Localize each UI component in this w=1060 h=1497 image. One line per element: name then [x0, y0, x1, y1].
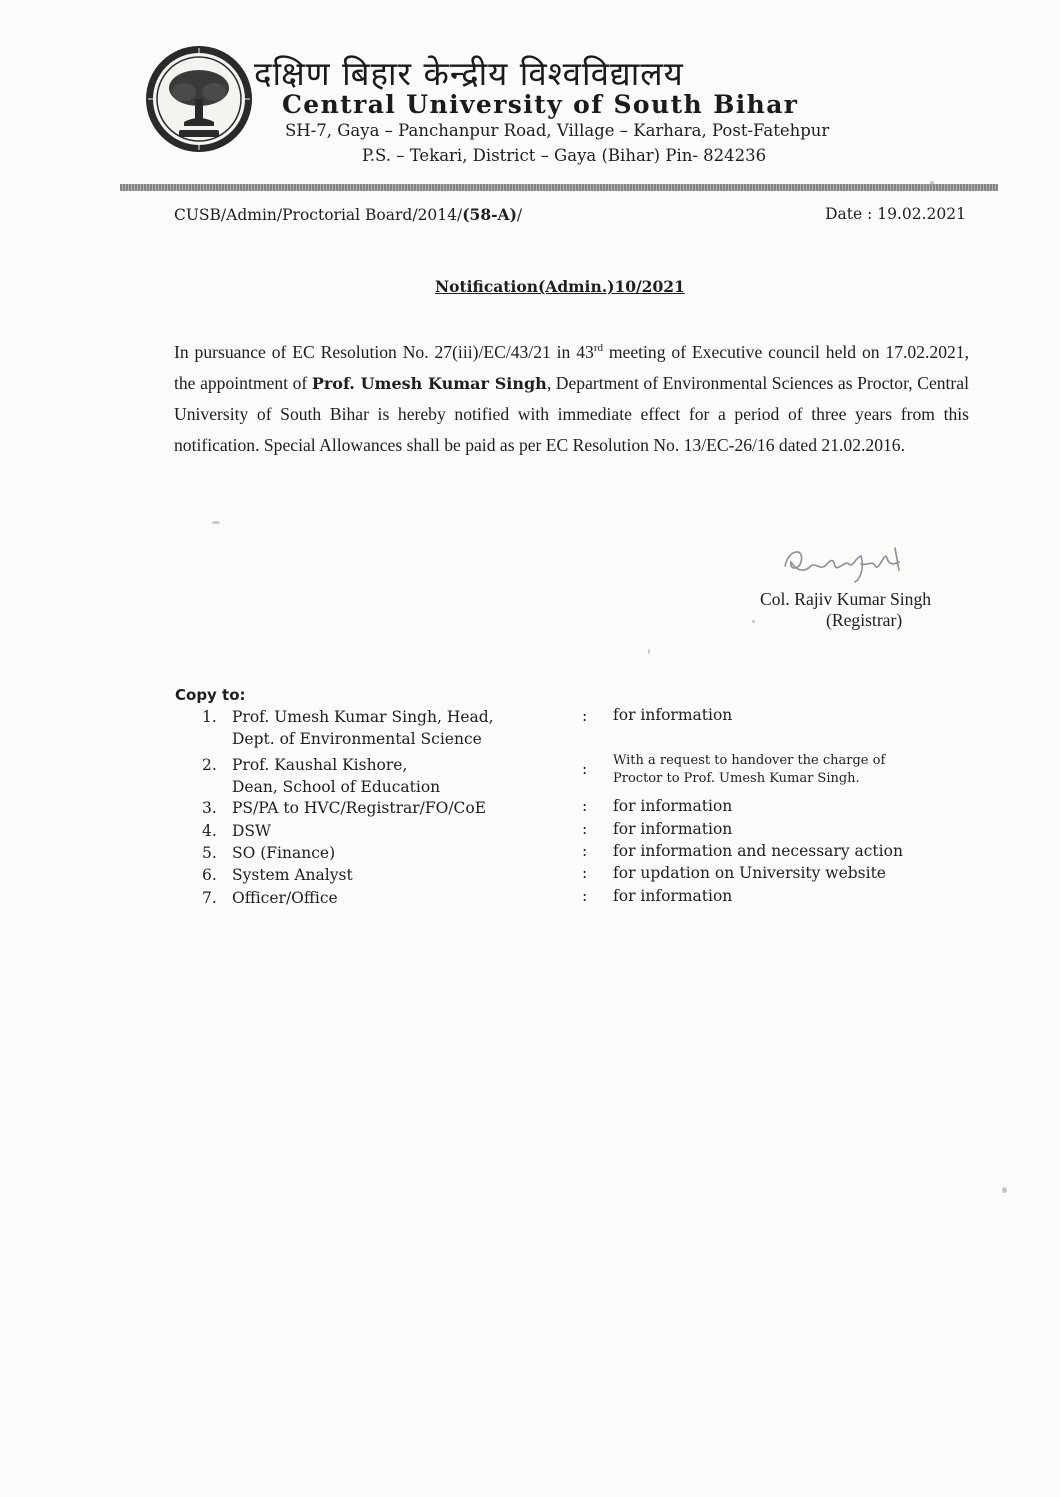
copy-to-item	[202, 797, 486, 819]
separator-colon: :	[582, 760, 588, 778]
separator-colon: :	[582, 864, 588, 882]
university-name-english: Central University of South Bihar	[282, 90, 799, 119]
item-number: 6.	[202, 866, 217, 884]
recipient-line: Officer/Office	[232, 889, 338, 907]
recipient-line: Dean, School of Education	[232, 778, 441, 796]
copy-purpose: for information and necessary action	[613, 842, 903, 860]
separator-colon: :	[582, 797, 588, 815]
signatory-designation: (Registrar)	[826, 610, 903, 630]
copy-to-item	[202, 754, 440, 798]
notification-title: Notification(Admin.)10/2021	[435, 277, 685, 296]
signatory-name: Col. Rajiv Kumar Singh	[760, 589, 932, 609]
copy-to-item	[202, 887, 338, 909]
university-logo	[144, 44, 254, 154]
recipient-line: System Analyst	[232, 866, 353, 884]
separator-colon: :	[582, 820, 588, 838]
header-divider	[120, 184, 998, 191]
recipient-line: SO (Finance)	[232, 844, 336, 862]
scan-speck	[648, 649, 650, 654]
issue-date: Date : 19.02.2021	[825, 205, 966, 223]
copy-purpose: for updation on University website	[613, 864, 886, 882]
scan-speck	[930, 181, 934, 185]
copy-purpose	[613, 752, 885, 788]
copy-purpose: for information	[613, 797, 733, 815]
purpose-line: With a request to handover the charge of	[613, 753, 886, 768]
item-number: 3.	[202, 799, 217, 817]
copy-to-item	[202, 706, 494, 750]
recipient-line: DSW	[232, 822, 271, 840]
reference-code: (58-A)	[462, 205, 517, 224]
body-superscript: rd	[593, 342, 603, 355]
body-part-2: meeting of Executive council held on 17.02.2021, the appointment of	[174, 342, 969, 393]
copy-to-item	[202, 864, 353, 886]
reference-number	[174, 205, 522, 224]
appointee-name: Prof. Umesh Kumar Singh	[311, 374, 547, 393]
copy-to-heading: Copy to:	[175, 686, 246, 704]
copy-to-item	[202, 842, 335, 864]
reference-prefix: CUSB/Admin/Proctorial Board/2014/	[174, 206, 463, 224]
registrar-signature	[775, 536, 945, 586]
recipient-line: Prof. Umesh Kumar Singh, Head,	[232, 708, 494, 726]
item-number: 4.	[202, 822, 217, 840]
reference-suffix: /	[516, 206, 523, 224]
scan-speck	[1002, 1187, 1007, 1193]
address-line-2: P.S. – Tekari, District – Gaya (Bihar) Pin- 824236	[362, 146, 767, 165]
item-number: 7.	[202, 889, 217, 907]
separator-colon: :	[582, 842, 588, 860]
copy-to-item	[202, 820, 271, 842]
purpose-line: Proctor to Prof. Umesh Kumar Singh.	[613, 771, 860, 786]
separator-colon: :	[582, 887, 588, 905]
copy-purpose: for information	[613, 887, 733, 905]
scan-speck	[752, 620, 755, 623]
body-part-3: , Department of Environmental Sciences as Proctor, Central University of South Bihar is hereby notified with immediate effect for a period of three years from this notification. Special Allowances shall be paid as per EC Resolution No. 13/EC-26/16 dated 21.02.2016.	[174, 373, 969, 455]
copy-purpose: for information	[613, 820, 733, 838]
recipient-line: Prof. Kaushal Kishore,	[232, 756, 408, 774]
separator-colon: :	[582, 707, 588, 725]
address-line-1: SH-7, Gaya – Panchanpur Road, Village – Karhara, Post-Fatehpur	[285, 121, 830, 140]
scan-speck	[212, 521, 220, 524]
item-number: 5.	[202, 844, 217, 862]
item-number: 2.	[202, 756, 217, 774]
notification-body	[174, 337, 969, 461]
body-part-1: In pursuance of EC Resolution No. 27(iii)/EC/43/21 in 43	[174, 342, 594, 362]
copy-purpose: for information	[613, 706, 733, 724]
recipient-line: Dept. of Environmental Science	[232, 730, 482, 748]
university-name-hindi: दक्षिण बिहार केन्द्रीय विश्वविद्यालय	[254, 54, 684, 93]
item-number: 1.	[202, 708, 217, 726]
recipient-line: PS/PA to HVC/Registrar/FO/CoE	[232, 799, 487, 817]
